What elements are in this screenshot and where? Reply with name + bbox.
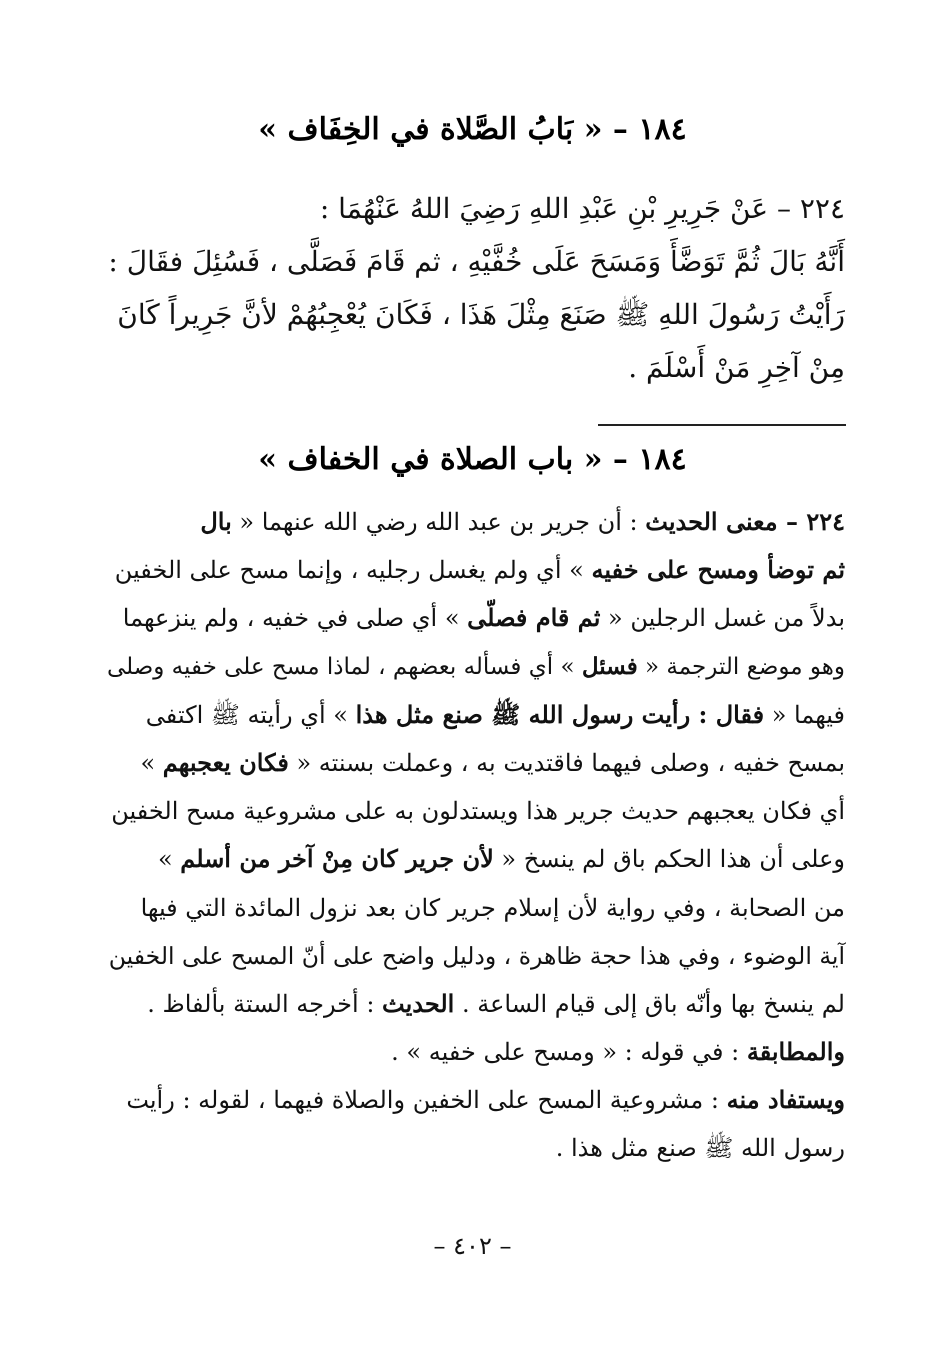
- commentary-span: فيهما «: [764, 700, 845, 729]
- commentary-line: [100, 1124, 845, 1172]
- commentary-line: [100, 1076, 845, 1124]
- commentary-span: : في قوله : « ومسح على خفيه » .: [391, 1038, 747, 1067]
- commentary-span: رسول الله ﷺ صنع مثل هذا .: [555, 1134, 845, 1163]
- commentary-quote: فكان يعجبهم: [162, 747, 289, 777]
- commentary-span: »: [140, 748, 163, 777]
- commentary-line: [100, 498, 845, 546]
- hadith-line-1: أَنَّهُ بَالَ ثُمَّ تَوَضَّأَ وَمَسَحَ عَلَى خُفَّيْهِ ، ثم قَامَ فَصَلَّى ، فَسُئِلَ فقَالَ :: [108, 245, 845, 278]
- commentary-line: [100, 594, 845, 642]
- hadith-text: [100, 182, 845, 394]
- commentary-span: بدلاً من غسل الرجلين «: [600, 604, 845, 633]
- commentary-quote: الحديث: [382, 988, 455, 1018]
- chapter-heading-top: ١٨٤ – « بَابُ الصَّلاة في الخِفَاف »: [258, 112, 687, 147]
- commentary-line: [100, 691, 845, 739]
- hadith-line-3: مِنْ آخِرِ مَنْ أَسْلَمَ .: [628, 351, 845, 384]
- page-number: – ٤٠٢ –: [433, 1232, 512, 1260]
- commentary-span: » أي فسأله بعضهم ، لماذا مسح على خفيه وصلى: [106, 653, 582, 680]
- commentary-span: بمسح خفيه ، وصلى فيهما فاقتديت به ، وعملت بسنته «: [288, 748, 845, 777]
- commentary-line: [100, 980, 845, 1028]
- commentary-quote: فقال : رأيت رسول الله ﷺ صنع مثل هذا: [355, 699, 765, 729]
- commentary-span: أي فكان يعجبهم حديث جرير هذا ويستدلون به على مشروعية مسح الخفين: [111, 797, 845, 826]
- commentary-span: آية الوضوء ، وفي هذا حجة ظاهرة ، ودليل واضح على أنّ المسح على الخفين: [108, 941, 845, 970]
- commentary-span: »: [157, 845, 181, 874]
- commentary-line: [100, 1028, 845, 1076]
- commentary-span: : أن جرير بن عبد الله رضي الله عنهما «: [231, 508, 646, 536]
- commentary-line: [100, 787, 845, 835]
- commentary-span: » أي ولم يغسل رجليه ، وإنما مسح على الخفين: [114, 556, 592, 585]
- commentary-line: [100, 643, 845, 691]
- commentary-span: وعلى أن هذا الحكم باق لم ينسخ «: [493, 845, 845, 874]
- commentary-line: [100, 546, 845, 594]
- commentary-span: لم ينسخ بها وأنّه باق إلى قيام الساعة .: [454, 989, 845, 1018]
- commentary-text: [100, 498, 845, 1173]
- commentary-line: [100, 884, 845, 932]
- commentary-span: وهو موضع الترجمة «: [637, 653, 845, 680]
- commentary-quote: ويستفاد منه: [726, 1085, 845, 1115]
- commentary-quote: والمطابقة: [746, 1037, 845, 1067]
- hadith-intro: ٢٢٤ – عَنْ جَرِيرِ بْنِ عَبْدِ اللهِ رَضِيَ اللهُ عَنْهُمَا :: [319, 192, 845, 225]
- commentary-quote: لأن جرير كان مِنْ آخر من أسلم: [180, 844, 494, 874]
- commentary-span: : أخرجه الستة بألفاظ .: [147, 989, 383, 1018]
- commentary-span: » أي رأيته ﷺ اكتفى: [145, 700, 356, 729]
- commentary-span: » أي صلى في خفيه ، ولم ينزعهما: [122, 604, 468, 633]
- separator-rule: [598, 424, 846, 426]
- commentary-quote: بال: [200, 507, 232, 536]
- commentary-line: [100, 835, 845, 883]
- commentary-line: [100, 739, 845, 787]
- chapter-heading-bottom: ١٨٤ – « باب الصلاة في الخفاف »: [258, 442, 687, 477]
- commentary-line: [100, 932, 845, 980]
- commentary-quote: ثم توضأ ومسح على خفيه: [591, 555, 845, 585]
- commentary-quote: فسئل: [581, 652, 638, 680]
- commentary-span: : مشروعية المسح على الخفين والصلاة فيهما ، لقوله : رأيت: [126, 1086, 727, 1115]
- commentary-span: من الصحابة ، وفي رواية لأن إسلام جرير كان بعد نزول المائدة التي فيها: [140, 893, 845, 922]
- hadith-line-2: رَأَيْتُ رَسُولَ اللهِ ﷺ صَنَعَ مِثْلَ هَذَا ، فَكَانَ يُعْجِبُهُمْ لأنَّ جَرِيراً كَانَ: [117, 298, 845, 331]
- commentary-quote: ثم قام فصلّى: [467, 603, 601, 633]
- commentary-number: ٢٢٤ – معنى الحديث: [645, 507, 845, 536]
